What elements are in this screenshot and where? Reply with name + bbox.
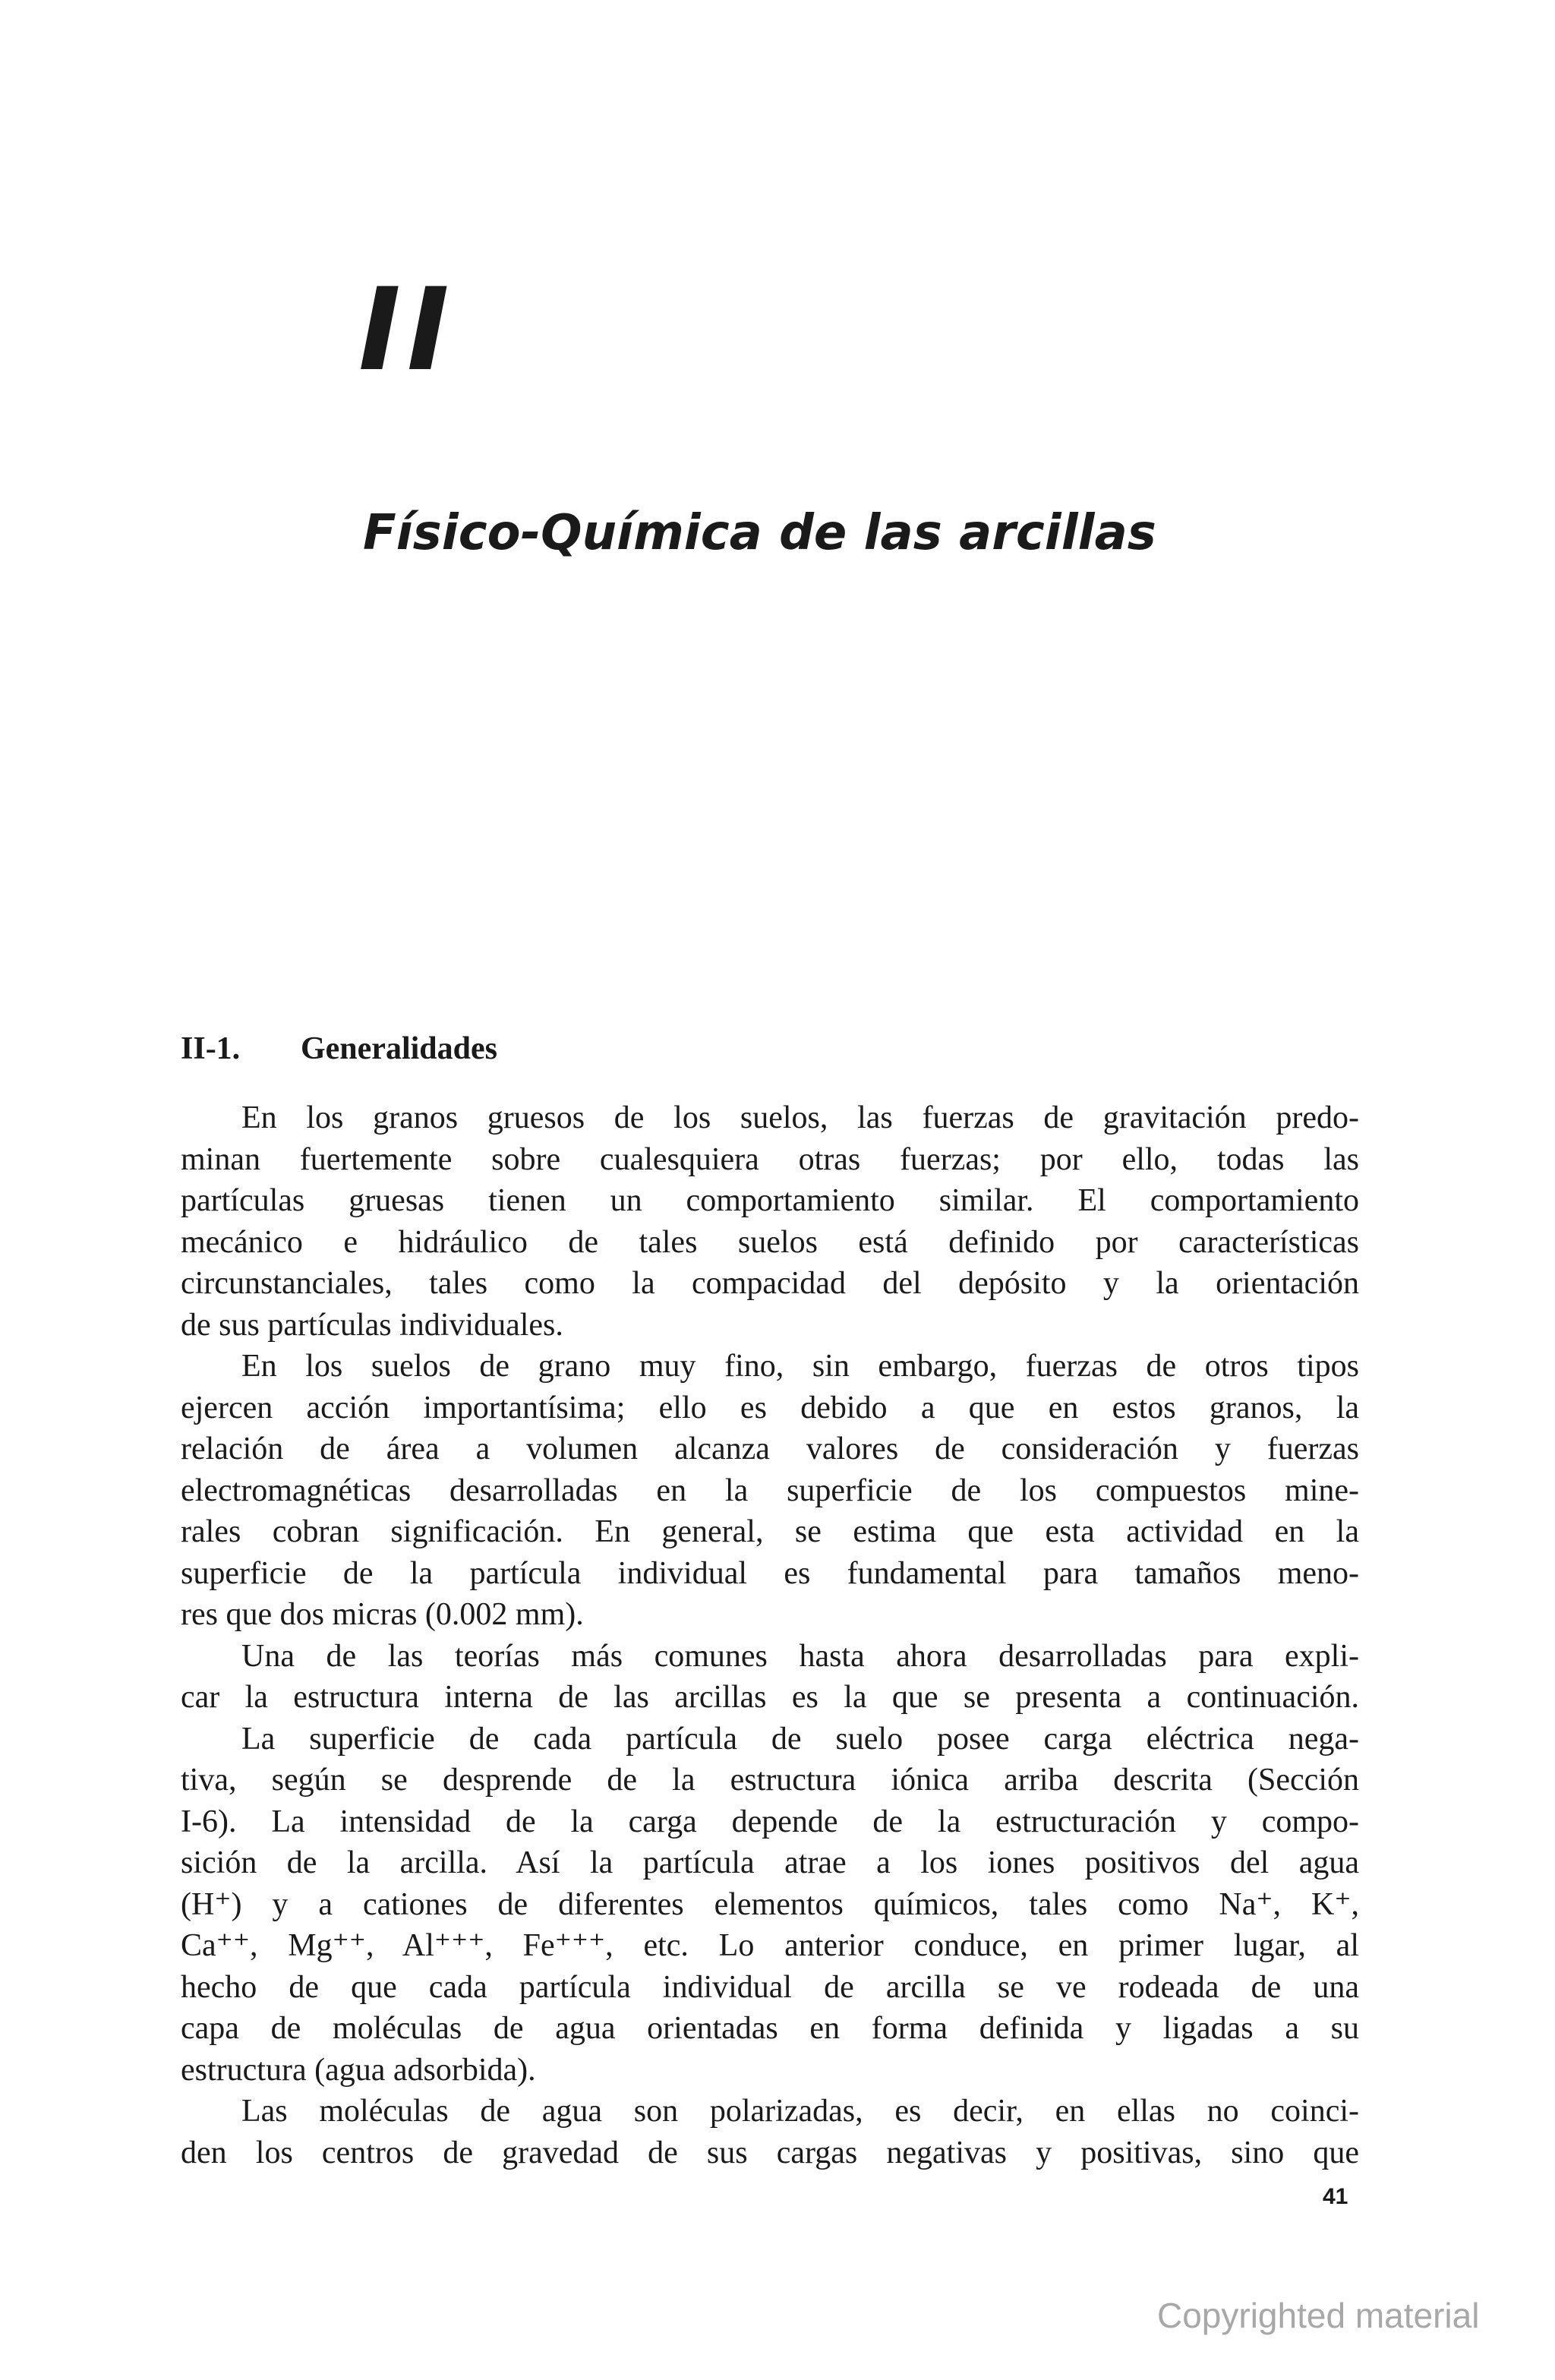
- text-line: Una de las teorías más comunes hasta ahora desarrolladas para expli-: [241, 1638, 1359, 1674]
- text-line: res que dos micras (0.002 mm).: [181, 1597, 584, 1632]
- text-line: En los suelos de grano muy fino, sin embargo, fuerzas de otros tipos: [241, 1349, 1359, 1384]
- chapter-title: Físico-Química de las arcillas: [363, 505, 1156, 561]
- text-line: den los centros de gravedad de sus cargas negativas y positivas, sino que: [181, 2135, 1359, 2170]
- text-line: mecánico e hidráulico de tales suelos está definido por características: [181, 1224, 1359, 1260]
- text-line: electromagnéticas desarrolladas en la superficie de los compuestos mine-: [181, 1473, 1359, 1508]
- text-line: ejercen acción importantísima; ello es debido a que en estos granos, la: [181, 1390, 1359, 1425]
- text-line: de sus partículas individuales.: [181, 1307, 563, 1343]
- text-line: Ca⁺⁺, Mg⁺⁺, Al⁺⁺⁺, Fe⁺⁺⁺, etc. Lo anterior conduce, en primer lugar, al: [181, 1928, 1359, 1963]
- text-line: capa de moléculas de agua orientadas en forma definida y ligadas a su: [181, 2011, 1359, 2046]
- chapter-number: II: [358, 264, 456, 396]
- text-line: (H⁺) y a cationes de diferentes elementos químicos, tales como Na⁺, K⁺,: [181, 1886, 1359, 1922]
- text-line: tiva, según se desprende de la estructura iónica arriba descrita (Sección: [181, 1763, 1359, 1798]
- text-line: partículas gruesas tienen un comportamiento similar. El comportamiento: [181, 1183, 1359, 1218]
- text-line: En los granos gruesos de los suelos, las fuerzas de gravitación predo-: [241, 1100, 1359, 1135]
- text-line: relación de área a volumen alcanza valores de consideración y fuerzas: [181, 1431, 1359, 1466]
- text-line: hecho de que cada partícula individual de arcilla se ve rodeada de una: [181, 1969, 1359, 2005]
- text-line: La superficie de cada partícula de suelo posee carga eléctrica nega-: [241, 1721, 1359, 1757]
- text-line: estructura (agua adsorbida).: [181, 2052, 536, 2088]
- copyright-watermark: Copyrighted material: [1157, 2296, 1480, 2335]
- text-line: superficie de la partícula individual es fundamental para tamaños meno-: [181, 1555, 1359, 1591]
- section-title: Generalidades: [301, 1031, 497, 1066]
- text-line: rales cobran significación. En general, se estima que esta actividad en la: [181, 1514, 1359, 1549]
- text-line: Las moléculas de agua son polarizadas, es decir, en ellas no coinci-: [241, 2094, 1359, 2129]
- text-line: minan fuertemente sobre cualesquiera otras fuerzas; por ello, todas las: [181, 1141, 1359, 1177]
- body-text: [181, 1097, 1359, 2173]
- page-number: 41: [1323, 2184, 1348, 2209]
- text-line: car la estructura interna de las arcillas es la que se presenta a continuación.: [181, 1680, 1359, 1715]
- section-heading: [181, 1033, 497, 1065]
- text-line: circunstanciales, tales como la compacidad del depósito y la orientación: [181, 1266, 1359, 1301]
- text-line: I-6). La intensidad de la carga depende de la estructuración y compo-: [181, 1804, 1359, 1839]
- section-number: II-1.: [181, 1031, 241, 1066]
- text-line: sición de la arcilla. Así la partícula atrae a los iones positivos del agua: [181, 1845, 1359, 1880]
